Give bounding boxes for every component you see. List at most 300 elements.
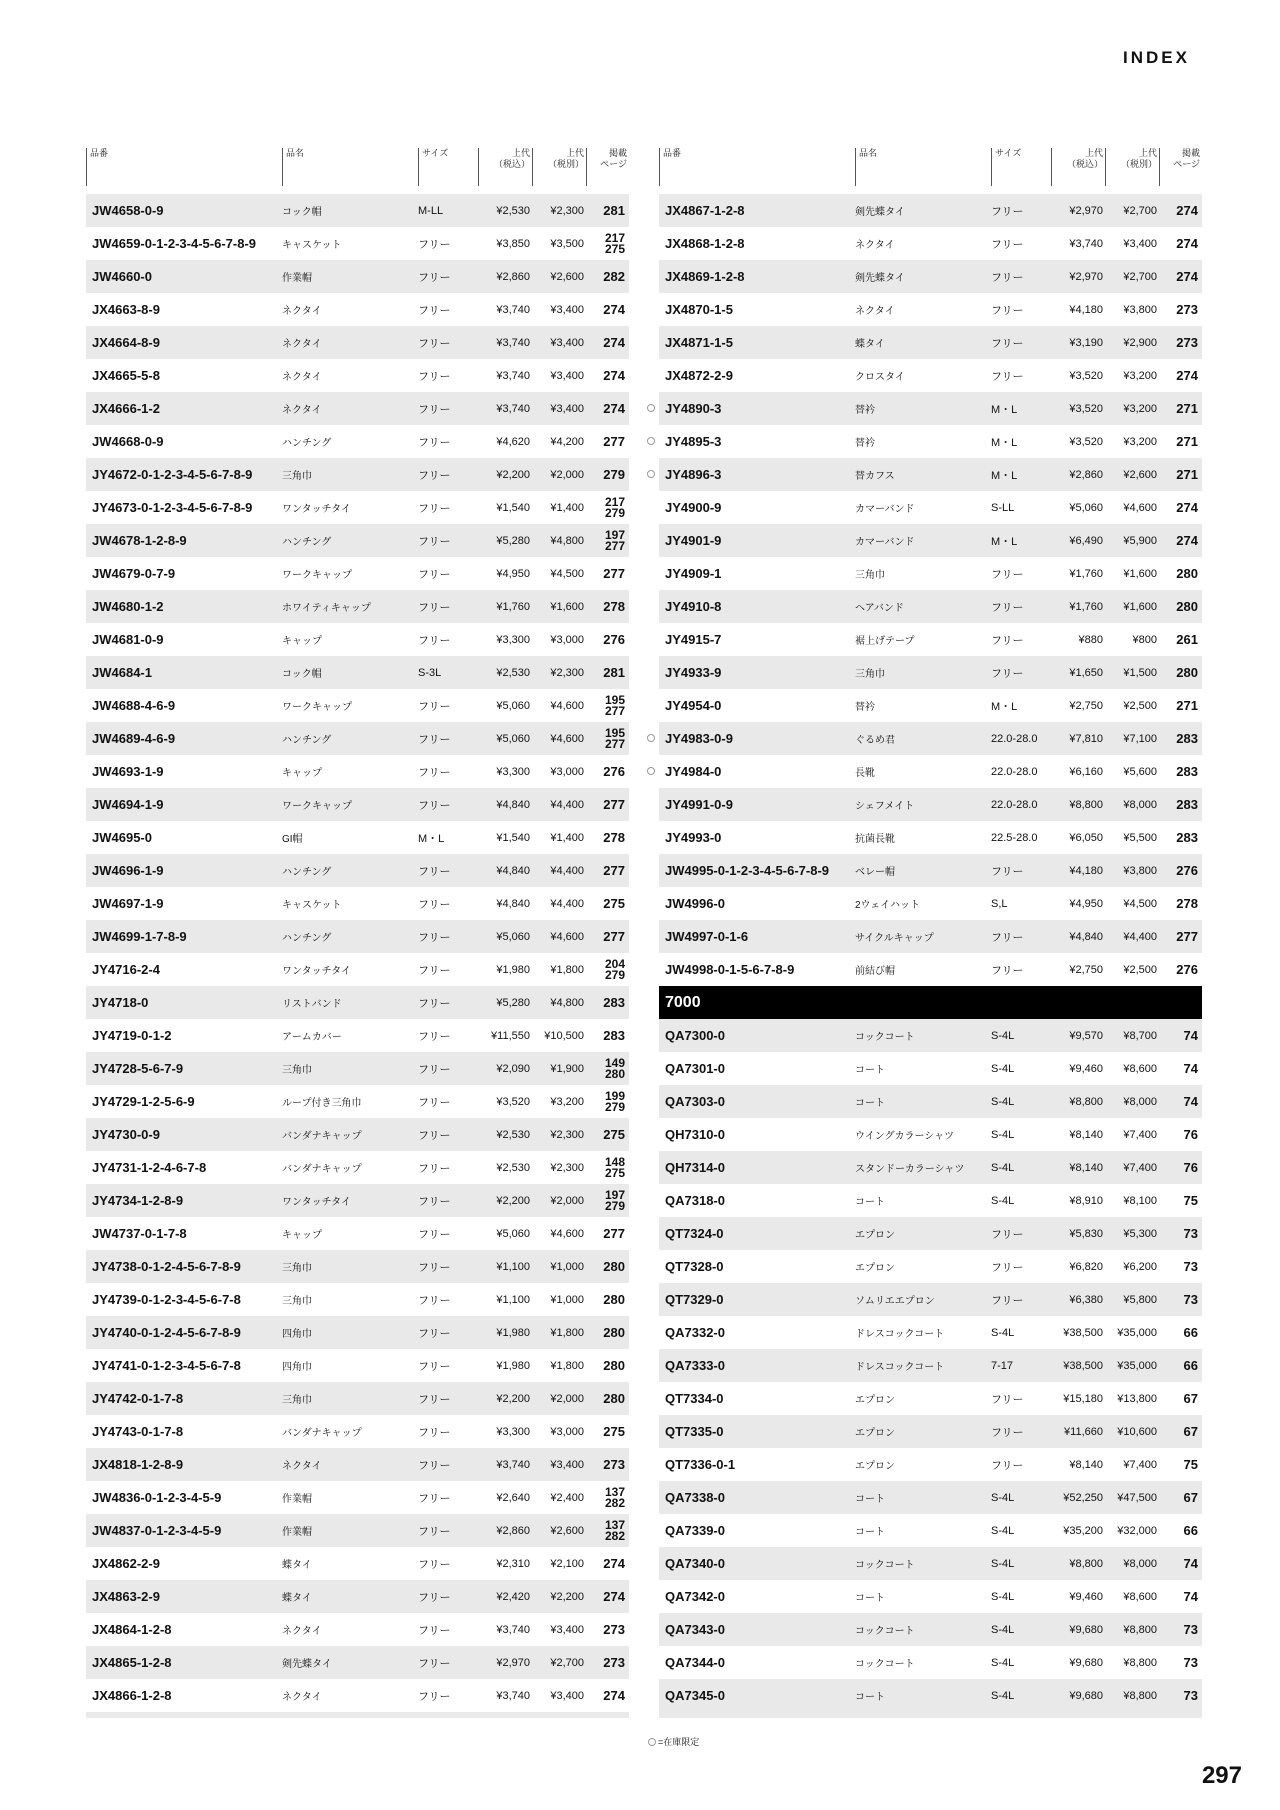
table-row xyxy=(86,623,629,656)
price-incl-tax: ¥3,190 xyxy=(1069,336,1103,349)
table-row xyxy=(659,1316,1202,1349)
price-excl-tax: ¥8,000 xyxy=(1123,798,1157,811)
catalog-page: 195 277 xyxy=(604,725,625,751)
price-excl-tax: ¥4,400 xyxy=(1123,930,1157,943)
product-name: ワンタッチタイ xyxy=(282,1197,351,1208)
catalog-page: 273 xyxy=(603,1621,625,1637)
product-size: フリー xyxy=(418,1162,451,1175)
price-incl-tax: ¥3,740 xyxy=(1069,237,1103,250)
product-name: エプロン xyxy=(855,1428,895,1439)
table-row xyxy=(86,1316,629,1349)
price-incl-tax: ¥3,850 xyxy=(496,237,530,250)
table-row xyxy=(659,359,1202,392)
price-excl-tax: ¥2,000 xyxy=(550,1194,584,1207)
product-size: フリー xyxy=(418,1063,451,1076)
product-name: キャスケット xyxy=(282,240,342,251)
table-row xyxy=(86,788,629,821)
product-name: 抗菌長靴 xyxy=(855,834,895,845)
catalog-page: 280 xyxy=(1176,598,1198,614)
price-incl-tax: ¥2,530 xyxy=(496,1128,530,1141)
product-name: ドレスコックコート xyxy=(855,1329,945,1340)
table-row xyxy=(659,1151,1202,1184)
price-excl-tax: ¥3,200 xyxy=(1123,402,1157,415)
catalog-page: 273 xyxy=(1176,301,1198,317)
price-excl-tax: ¥2,500 xyxy=(1123,699,1157,712)
product-name: コート xyxy=(855,1593,885,1604)
catalog-page: 283 xyxy=(1176,796,1198,812)
price-incl-tax: ¥7,810 xyxy=(1069,732,1103,745)
catalog-page: 73 xyxy=(1183,1621,1198,1637)
price-incl-tax: ¥2,970 xyxy=(496,1656,530,1669)
product-code: JY4728-5-6-7-9 xyxy=(92,1061,184,1076)
catalog-page: 271 xyxy=(1176,400,1198,416)
table-row xyxy=(86,359,629,392)
price-incl-tax: ¥4,840 xyxy=(1069,930,1103,943)
price-incl-tax: ¥1,540 xyxy=(496,501,530,514)
price-incl-tax: ¥9,460 xyxy=(1069,1590,1103,1603)
price-excl-tax: ¥4,500 xyxy=(550,567,584,580)
product-name: リストバンド xyxy=(282,999,342,1010)
price-excl-tax: ¥2,300 xyxy=(550,666,584,679)
table-row xyxy=(86,392,629,425)
product-code: QA7318-0 xyxy=(665,1193,725,1208)
price-incl-tax: ¥1,100 xyxy=(496,1260,530,1273)
price-excl-tax: ¥2,300 xyxy=(550,204,584,217)
product-size: フリー xyxy=(418,1096,451,1109)
price-incl-tax: ¥5,280 xyxy=(496,534,530,547)
table-row xyxy=(659,1679,1202,1712)
product-name: アームカバー xyxy=(282,1032,342,1043)
product-code: JY4731-1-2-4-6-7-8 xyxy=(92,1160,207,1175)
product-code: JX4666-1-2 xyxy=(92,401,160,416)
table-row xyxy=(659,260,1202,293)
price-excl-tax: ¥4,600 xyxy=(550,930,584,943)
price-excl-tax: ¥4,400 xyxy=(550,798,584,811)
stock-limited-icon xyxy=(648,1738,656,1746)
stock-limited-icon xyxy=(647,437,655,445)
table-row xyxy=(86,1481,629,1514)
product-size: S-3L xyxy=(418,666,442,679)
product-name: キャップ xyxy=(282,768,322,779)
product-name: ネクタイ xyxy=(282,306,322,317)
table-row xyxy=(86,887,629,920)
product-size: フリー xyxy=(418,337,451,350)
product-name: カマーバンド xyxy=(855,537,915,548)
product-size: フリー xyxy=(991,1228,1024,1241)
price-incl-tax: ¥3,740 xyxy=(496,303,530,316)
catalog-page: 278 xyxy=(1176,895,1198,911)
price-excl-tax: ¥7,400 xyxy=(1123,1161,1157,1174)
product-size: フリー xyxy=(991,634,1024,647)
product-code: JW4679-0-7-9 xyxy=(92,566,176,581)
catalog-page: 280 xyxy=(603,1357,625,1373)
price-excl-tax: ¥2,000 xyxy=(550,1392,584,1405)
catalog-page: 274 xyxy=(603,301,625,317)
header-page: 掲載 ページ xyxy=(1159,148,1202,186)
price-incl-tax: ¥9,680 xyxy=(1069,1623,1103,1636)
price-excl-tax: ¥8,100 xyxy=(1123,1194,1157,1207)
product-name: コックコート xyxy=(855,1560,915,1571)
product-code: JX4868-1-2-8 xyxy=(665,236,745,251)
product-size: フリー xyxy=(418,1657,451,1670)
price-excl-tax: ¥8,600 xyxy=(1123,1062,1157,1075)
product-size: フリー xyxy=(418,1525,451,1538)
table-row xyxy=(659,1613,1202,1646)
product-size: フリー xyxy=(418,1327,451,1340)
table-row xyxy=(86,1547,629,1580)
table-row xyxy=(659,887,1202,920)
price-incl-tax: ¥4,180 xyxy=(1069,303,1103,316)
price-incl-tax: ¥1,100 xyxy=(496,1293,530,1306)
price-excl-tax: ¥2,700 xyxy=(550,1656,584,1669)
price-excl-tax: ¥1,400 xyxy=(550,831,584,844)
product-size: フリー xyxy=(991,931,1024,944)
catalog-page: 274 xyxy=(1176,235,1198,251)
price-incl-tax: ¥3,520 xyxy=(1069,402,1103,415)
catalog-page: 271 xyxy=(1176,697,1198,713)
table-row xyxy=(659,755,1202,788)
price-excl-tax: ¥4,400 xyxy=(550,864,584,877)
price-incl-tax: ¥11,550 xyxy=(491,1029,530,1042)
product-code: JY4730-0-9 xyxy=(92,1127,160,1142)
catalog-page: 274 xyxy=(1176,202,1198,218)
index-label: INDEX xyxy=(1123,48,1190,67)
product-code: JY4984-0 xyxy=(665,764,722,779)
price-excl-tax: ¥3,500 xyxy=(550,237,584,250)
product-code: JX4871-1-5 xyxy=(665,335,733,350)
product-size: S-4L xyxy=(991,1491,1015,1504)
catalog-page: 277 xyxy=(1176,928,1198,944)
product-name: 三角巾 xyxy=(282,1065,312,1076)
table-end-rule xyxy=(659,1712,1202,1718)
catalog-page: 276 xyxy=(603,763,625,779)
product-code: QA7344-0 xyxy=(665,1655,725,1670)
price-incl-tax: ¥4,620 xyxy=(496,435,530,448)
price-excl-tax: ¥800 xyxy=(1132,633,1157,646)
catalog-page: 274 xyxy=(603,1588,625,1604)
product-name: ワークキャップ xyxy=(282,570,352,581)
product-code: JX4665-5-8 xyxy=(92,368,160,383)
product-code: QH7310-0 xyxy=(665,1127,725,1142)
product-code: JW4678-1-2-8-9 xyxy=(92,533,187,548)
product-name: キャップ xyxy=(282,1230,322,1241)
catalog-page: 217 275 xyxy=(604,230,625,256)
product-size: フリー xyxy=(418,1261,451,1274)
price-excl-tax: ¥10,500 xyxy=(544,1029,584,1042)
product-size: 22.0-28.0 xyxy=(991,732,1038,745)
table-row xyxy=(659,722,1202,755)
product-code: JY4993-0 xyxy=(665,830,722,845)
price-excl-tax: ¥35,000 xyxy=(1117,1326,1157,1339)
price-incl-tax: ¥8,800 xyxy=(1069,1095,1103,1108)
price-incl-tax: ¥2,530 xyxy=(496,204,530,217)
price-excl-tax: ¥4,400 xyxy=(550,897,584,910)
table-row xyxy=(659,1019,1202,1052)
catalog-page: 275 xyxy=(603,1423,625,1439)
catalog-page: 277 xyxy=(603,1225,625,1241)
price-excl-tax: ¥5,900 xyxy=(1123,534,1157,547)
price-excl-tax: ¥3,400 xyxy=(550,369,584,382)
product-name: コート xyxy=(855,1065,885,1076)
product-size: フリー xyxy=(418,1294,451,1307)
price-incl-tax: ¥2,970 xyxy=(1069,204,1103,217)
product-name: バンダナキャップ xyxy=(282,1164,362,1175)
product-code: JY4909-1 xyxy=(665,566,722,581)
table-row xyxy=(86,227,629,260)
product-size: フリー xyxy=(418,865,451,878)
product-size: フリー xyxy=(991,1261,1024,1274)
table-row xyxy=(659,1085,1202,1118)
product-name: ぐるめ君 xyxy=(855,735,895,746)
catalog-page: 74 xyxy=(1183,1060,1198,1076)
table-body-left xyxy=(86,194,629,1712)
product-code: JX4869-1-2-8 xyxy=(665,269,745,284)
price-excl-tax: ¥8,700 xyxy=(1123,1029,1157,1042)
product-name: 替衿 xyxy=(855,438,875,449)
product-size: フリー xyxy=(418,535,451,548)
product-code: JX4864-1-2-8 xyxy=(92,1622,172,1637)
table-row xyxy=(86,755,629,788)
catalog-page: 73 xyxy=(1183,1291,1198,1307)
product-code: JY4718-0 xyxy=(92,995,149,1010)
product-size: M-LL xyxy=(418,204,444,217)
product-size: フリー xyxy=(418,1690,451,1703)
product-size: M・L xyxy=(991,403,1018,416)
product-code: QA7332-0 xyxy=(665,1325,725,1340)
price-incl-tax: ¥3,520 xyxy=(496,1095,530,1108)
header-size: サイズ xyxy=(991,148,1051,186)
table-row xyxy=(86,590,629,623)
product-code: JW4837-0-1-2-3-4-5-9 xyxy=(92,1523,222,1538)
catalog-page: 261 xyxy=(1176,631,1198,647)
price-incl-tax: ¥6,820 xyxy=(1069,1260,1103,1273)
catalog-page: 282 xyxy=(603,268,625,284)
product-name: 剣先蝶タイ xyxy=(282,1659,332,1670)
product-name: バンダナキャップ xyxy=(282,1131,362,1142)
price-excl-tax: ¥5,300 xyxy=(1123,1227,1157,1240)
product-size: フリー xyxy=(418,1360,451,1373)
price-incl-tax: ¥3,300 xyxy=(496,633,530,646)
table-row xyxy=(86,260,629,293)
product-name: エプロン xyxy=(855,1263,895,1274)
table-body-right xyxy=(659,194,1202,1712)
price-incl-tax: ¥5,060 xyxy=(496,732,530,745)
catalog-page: 283 xyxy=(1176,730,1198,746)
catalog-page: 283 xyxy=(603,994,625,1010)
header-code: 品番 xyxy=(86,148,282,186)
catalog-page: 271 xyxy=(1176,466,1198,482)
product-size: S,L xyxy=(991,897,1008,910)
product-size: S-LL xyxy=(991,501,1015,514)
product-name: コート xyxy=(855,1692,885,1703)
table-row xyxy=(659,1514,1202,1547)
product-name: 裾上げテープ xyxy=(855,636,915,647)
product-name: ハンチング xyxy=(282,438,332,449)
catalog-page: 274 xyxy=(1176,499,1198,515)
table-row xyxy=(659,1382,1202,1415)
table-row xyxy=(86,1448,629,1481)
table-row xyxy=(86,524,629,557)
header-price-excl: 上代 （税別） xyxy=(1105,148,1159,186)
product-code: QA7338-0 xyxy=(665,1490,725,1505)
price-excl-tax: ¥5,500 xyxy=(1123,831,1157,844)
table-row xyxy=(86,557,629,590)
price-excl-tax: ¥4,800 xyxy=(550,534,584,547)
price-excl-tax: ¥5,600 xyxy=(1123,765,1157,778)
price-incl-tax: ¥5,060 xyxy=(1069,501,1103,514)
price-incl-tax: ¥8,910 xyxy=(1069,1194,1103,1207)
product-code: JW4737-0-1-7-8 xyxy=(92,1226,187,1241)
product-code: JW4997-0-1-6 xyxy=(665,929,749,944)
catalog-page: 204 279 xyxy=(604,956,625,982)
product-code: JW4668-0-9 xyxy=(92,434,164,449)
price-incl-tax: ¥1,540 xyxy=(496,831,530,844)
catalog-page: 274 xyxy=(603,367,625,383)
table-row xyxy=(86,1415,629,1448)
price-incl-tax: ¥3,740 xyxy=(496,1623,530,1636)
product-size: フリー xyxy=(418,1030,451,1043)
product-name: 三角巾 xyxy=(282,1395,312,1406)
product-name: 三角巾 xyxy=(855,669,885,680)
catalog-page: 273 xyxy=(603,1654,625,1670)
table-row xyxy=(659,1547,1202,1580)
product-size: フリー xyxy=(418,1591,451,1604)
price-incl-tax: ¥3,740 xyxy=(496,1458,530,1471)
table-row xyxy=(86,1184,629,1217)
product-size: フリー xyxy=(991,1393,1024,1406)
catalog-page: 66 xyxy=(1183,1324,1198,1340)
catalog-page: 274 xyxy=(1176,532,1198,548)
price-incl-tax: ¥2,860 xyxy=(1069,468,1103,481)
product-size: フリー xyxy=(418,436,451,449)
catalog-page: 66 xyxy=(1183,1357,1198,1373)
price-incl-tax: ¥5,280 xyxy=(496,996,530,1009)
catalog-page: 277 xyxy=(603,862,625,878)
product-size: フリー xyxy=(991,1459,1024,1472)
price-excl-tax: ¥8,800 xyxy=(1123,1623,1157,1636)
table-row xyxy=(659,656,1202,689)
price-excl-tax: ¥3,200 xyxy=(1123,369,1157,382)
price-excl-tax: ¥3,000 xyxy=(550,633,584,646)
table-header xyxy=(659,148,1202,186)
table-row xyxy=(659,953,1202,986)
catalog-page: 74 xyxy=(1183,1588,1198,1604)
catalog-page: 280 xyxy=(1176,664,1198,680)
price-incl-tax: ¥4,840 xyxy=(496,798,530,811)
product-name: ネクタイ xyxy=(855,306,895,317)
price-excl-tax: ¥1,800 xyxy=(550,963,584,976)
price-incl-tax: ¥3,740 xyxy=(496,402,530,415)
price-incl-tax: ¥4,180 xyxy=(1069,864,1103,877)
catalog-page: 273 xyxy=(1176,334,1198,350)
catalog-page: 74 xyxy=(1183,1027,1198,1043)
product-size: フリー xyxy=(418,898,451,911)
product-code: QA7343-0 xyxy=(665,1622,725,1637)
catalog-page: 280 xyxy=(603,1324,625,1340)
price-incl-tax: ¥2,530 xyxy=(496,666,530,679)
table-header xyxy=(86,148,629,186)
price-excl-tax: ¥1,600 xyxy=(550,600,584,613)
catalog-page: 280 xyxy=(603,1291,625,1307)
product-name: 前結び帽 xyxy=(855,966,895,977)
product-size: S-4L xyxy=(991,1524,1015,1537)
product-size: S-4L xyxy=(991,1689,1015,1702)
catalog-page: 73 xyxy=(1183,1654,1198,1670)
product-name: ネクタイ xyxy=(282,405,322,416)
catalog-page: 283 xyxy=(1176,829,1198,845)
product-size: フリー xyxy=(991,1294,1024,1307)
stock-limited-icon xyxy=(647,734,655,742)
price-incl-tax: ¥2,750 xyxy=(1069,699,1103,712)
header-price-incl: 上代 （税込） xyxy=(1051,148,1105,186)
price-incl-tax: ¥2,200 xyxy=(496,468,530,481)
table-row xyxy=(659,1217,1202,1250)
product-code: JX4863-2-9 xyxy=(92,1589,160,1604)
price-excl-tax: ¥4,600 xyxy=(1123,501,1157,514)
price-excl-tax: ¥4,800 xyxy=(550,996,584,1009)
price-incl-tax: ¥3,740 xyxy=(496,1689,530,1702)
table-row xyxy=(86,656,629,689)
index-table-left xyxy=(86,148,629,1718)
price-incl-tax: ¥15,180 xyxy=(1063,1392,1103,1405)
price-excl-tax: ¥4,600 xyxy=(550,732,584,745)
price-incl-tax: ¥2,970 xyxy=(1069,270,1103,283)
table-row xyxy=(659,1448,1202,1481)
price-excl-tax: ¥8,800 xyxy=(1123,1656,1157,1669)
product-code: JY4719-0-1-2 xyxy=(92,1028,172,1043)
price-excl-tax: ¥6,200 xyxy=(1123,1260,1157,1273)
product-name: バンダナキャップ xyxy=(282,1428,362,1439)
product-name: コックコート xyxy=(855,1659,915,1670)
price-excl-tax: ¥3,400 xyxy=(550,1689,584,1702)
price-excl-tax: ¥1,000 xyxy=(550,1293,584,1306)
price-excl-tax: ¥1,800 xyxy=(550,1326,584,1339)
product-name: ハンチング xyxy=(282,537,332,548)
table-row xyxy=(659,1184,1202,1217)
product-name: ループ付き三角巾 xyxy=(282,1098,362,1109)
product-name: ワンタッチタイ xyxy=(282,504,351,515)
product-code: JW4680-1-2 xyxy=(92,599,164,614)
footnote-text: =在庫限定 xyxy=(658,1737,700,1747)
product-name: 蝶タイ xyxy=(855,339,885,350)
product-size: S-4L xyxy=(991,1062,1015,1075)
table-row xyxy=(659,1052,1202,1085)
product-size: S-4L xyxy=(991,1326,1015,1339)
table-row xyxy=(86,1283,629,1316)
table-row xyxy=(86,1151,629,1184)
price-excl-tax: ¥8,000 xyxy=(1123,1557,1157,1570)
table-row xyxy=(86,425,629,458)
product-size: S-4L xyxy=(991,1557,1015,1570)
product-name: キャップ xyxy=(282,636,322,647)
product-name: 長靴 xyxy=(855,768,875,779)
catalog-page: 274 xyxy=(1176,268,1198,284)
table-row xyxy=(86,491,629,524)
product-size: フリー xyxy=(991,370,1024,383)
product-code: JX4663-8-9 xyxy=(92,302,160,317)
price-excl-tax: ¥7,100 xyxy=(1123,732,1157,745)
product-size: フリー xyxy=(418,469,451,482)
footnote xyxy=(648,1735,699,1748)
price-excl-tax: ¥1,600 xyxy=(1123,600,1157,613)
product-code: QA7300-0 xyxy=(665,1028,725,1043)
product-name: シェフメイト xyxy=(855,801,915,812)
catalog-page: 283 xyxy=(603,1027,625,1043)
product-name: コック帽 xyxy=(282,207,322,218)
catalog-page: 76 xyxy=(1183,1126,1198,1142)
product-name: ウイングカラーシャツ xyxy=(855,1131,955,1142)
catalog-page: 74 xyxy=(1183,1093,1198,1109)
